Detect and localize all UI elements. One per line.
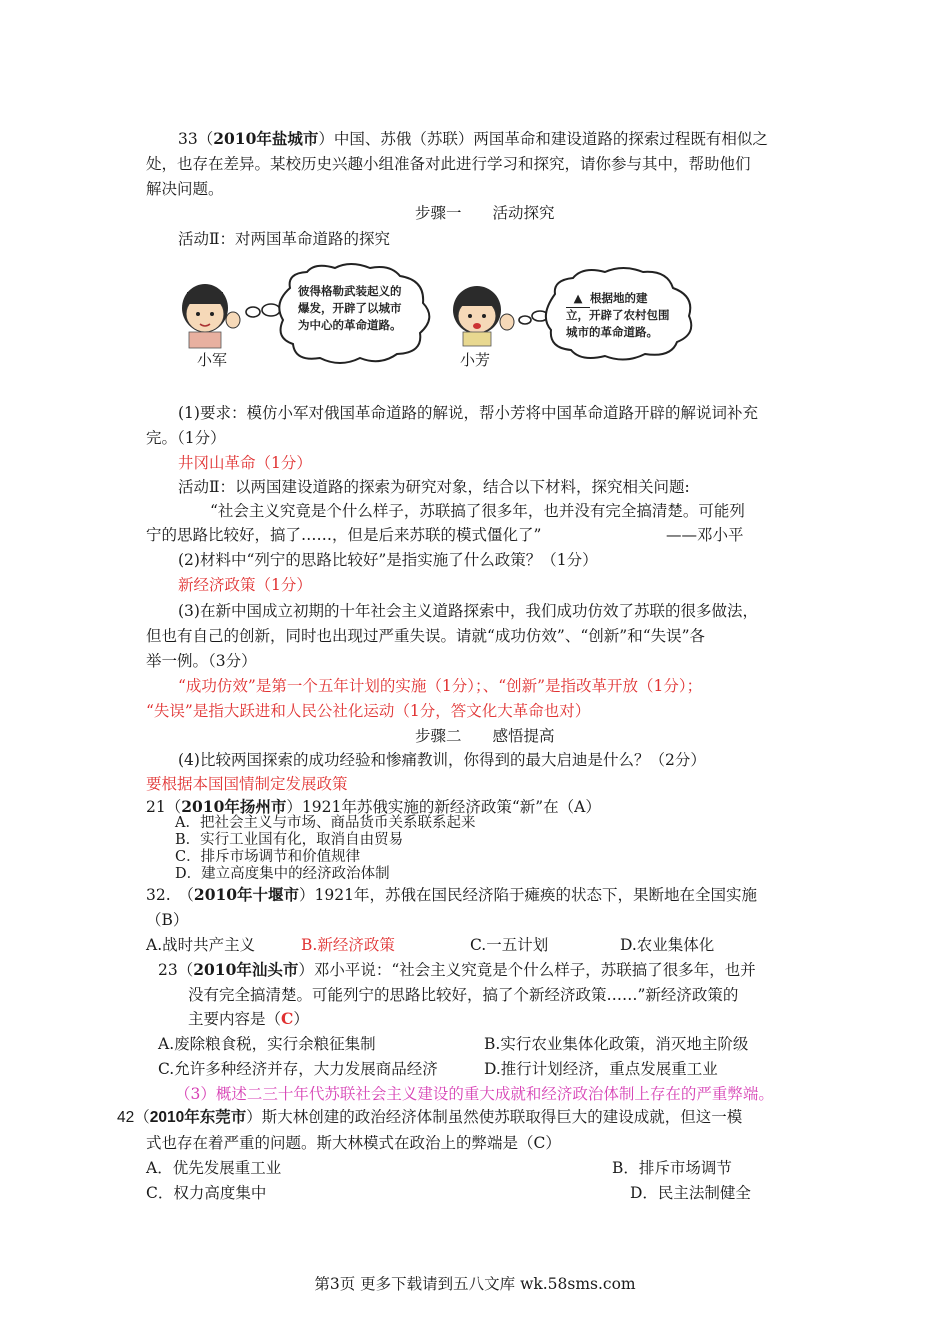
step2-heading: 步骤二 感悟提高 [415,727,555,745]
q33-sub1-line2: 完。（1分） [146,429,226,447]
q33-sub3-line1: (3)在新中国成立初期的十年社会主义道路探索中，我们成功仿效了苏联的很多做法， [178,602,758,620]
q23-option-d: D.推行计划经济，重点发展重工业 [484,1060,718,1078]
page-footer: 第3页 更多下载请到五八文库 wk.58sms.com [314,1275,636,1293]
q21-stem: 21（2010年扬州市）1921年苏俄实施的新经济政策“新”在（A） [146,797,601,816]
q21-option-b: B．实行工业国有化，取消自由贸易 [175,832,404,848]
q33-answer3-line1: “成功仿效”是第一个五年计划的实施（1分）；、“创新”是指改革开放（1分）； [178,677,703,695]
q23-option-c: C.允许多种经济并存，大力发展商品经济 [158,1060,438,1078]
q23-line2: 没有完全搞清楚。可能列宁的思路比较好，搞了个新经济政策……”新经济政策的 [188,986,739,1004]
q21-option-a: A．把社会主义与市场、商品货币关系联系起来 [175,815,476,831]
q21-option-c: C．排斥市场调节和价值规律 [175,849,361,865]
q23-stem: 23（2010年汕头市）邓小平说：“社会主义究竟是个什么样子，苏联搞了很多年，也并 [158,960,756,979]
q33-answer4: 要根据本国国情制定发展政策 [146,775,348,793]
q33-sub3-line2: 但也有自己的创新，同时也出现过严重失误。请就“成功仿效”、“创新”和“失误”各 [146,627,706,645]
q33-answer1: 井冈山革命（1分） [178,454,312,472]
q33-sub2: (2)材料中“列宁的思路比较好”是指实施了什么政策？（1分） [178,551,598,569]
q32-option-d: D.农业集体化 [620,936,715,954]
q33-sub1-line1: (1)要求：模仿小军对俄国革命道路的解说，帮小芳将中国革命道路开辟的解说词补充 [178,404,758,422]
quote-line2: 宁的思路比较好，搞了……，但是后来苏联的模式僵化了” [146,526,542,544]
q42-option-d: D．民主法制健全 [630,1184,751,1202]
blank-triangle-icon: ▲ [566,290,590,308]
q33-answer3-line2: “失误”是指大跃进和人民公社化运动（1分，答文化大革命也对） [146,702,591,720]
quote-author: ——邓小平 [666,526,744,544]
q42-stem: 42（2010年东莞市）斯大林创建的政治经济体制虽然使苏联取得巨大的建设成就，但这一模 [117,1109,743,1126]
q33-sub3-line3: 举一例。（3分） [146,652,257,670]
q33-sub4: (4)比较两国探索的成功经验和惨痛教训，你得到的最大启迪是什么？（2分） [178,751,706,769]
girl-name: 小芳 [460,351,491,369]
q33-line3: 解决问题。 [146,180,224,198]
girl-bubble-line1: ▲ 根据地的建 [566,290,648,308]
q23-option-b: B.实行农业集体化政策，消灭地主阶级 [484,1035,749,1053]
girl-bubble-line3: 城市的革命道路。 [566,325,658,339]
q33-line2: 处，也存在差异。某校历史兴趣小组准备对此进行学习和探究，请你参与其中，帮助他们 [146,155,751,173]
q32-option-b: B.新经济政策 [301,936,395,954]
q33-answer2: 新经济政策（1分） [178,576,312,594]
q32-option-a: A.战时共产主义 [146,936,256,954]
girl-bubble-line2: 立，开辟了农村包围 [566,308,670,322]
q23-answer: C [281,1009,294,1028]
q33-line1: 33（2010年盐城市）中国、苏俄（苏联）两国革命和建设道路的探索过程既有相似之 [178,129,768,148]
q42-option-c: C．权力高度集中 [146,1184,267,1202]
q42-option-b: B．排斥市场调节 [612,1159,732,1177]
q42-line2: 式也存在着严重的问题。斯大林模式在政治上的弊端是（C） [146,1134,561,1152]
q23-option-a: A.废除粮食税，实行余粮征集制 [158,1035,376,1053]
boy-bubble-line3: 为中心的革命道路。 [298,318,402,332]
boy-bubble-line2: 爆发，开辟了以城市 [298,301,402,315]
q32-option-c: C.一五计划 [470,936,549,954]
q42-option-a: A．优先发展重工业 [146,1159,282,1177]
quote-line1: “社会主义究竟是个什么样子，苏联搞了很多年，也并没有完全搞清楚。可能列 [210,502,745,520]
activity2-heading: 活动Ⅱ：以两国建设道路的探索为研究对象，结合以下材料，探究相关问题: [178,478,690,496]
q23-line3: 主要内容是（C） [188,1009,309,1028]
step1-heading: 步骤一 活动探究 [415,204,555,222]
q32-stem: 32. （2010年十堰市）1921年，苏俄在国民经济陷于瘫痪的状态下，果断地在全国实施 [146,885,757,904]
activity1-heading: 活动Ⅱ：对两国革命道路的探究 [178,230,391,248]
q21-option-d: D．建立高度集中的经济政治体制 [175,866,390,882]
q32-answer: （B） [146,911,189,929]
boy-name: 小军 [197,351,228,369]
q23-extra-question: （3）概述二三十年代苏联社会主义建设的重大成就和经济政治体制上存在的严重弊端。 [175,1085,774,1103]
boy-bubble-line1: 彼得格勒武装起义的 [298,284,402,298]
